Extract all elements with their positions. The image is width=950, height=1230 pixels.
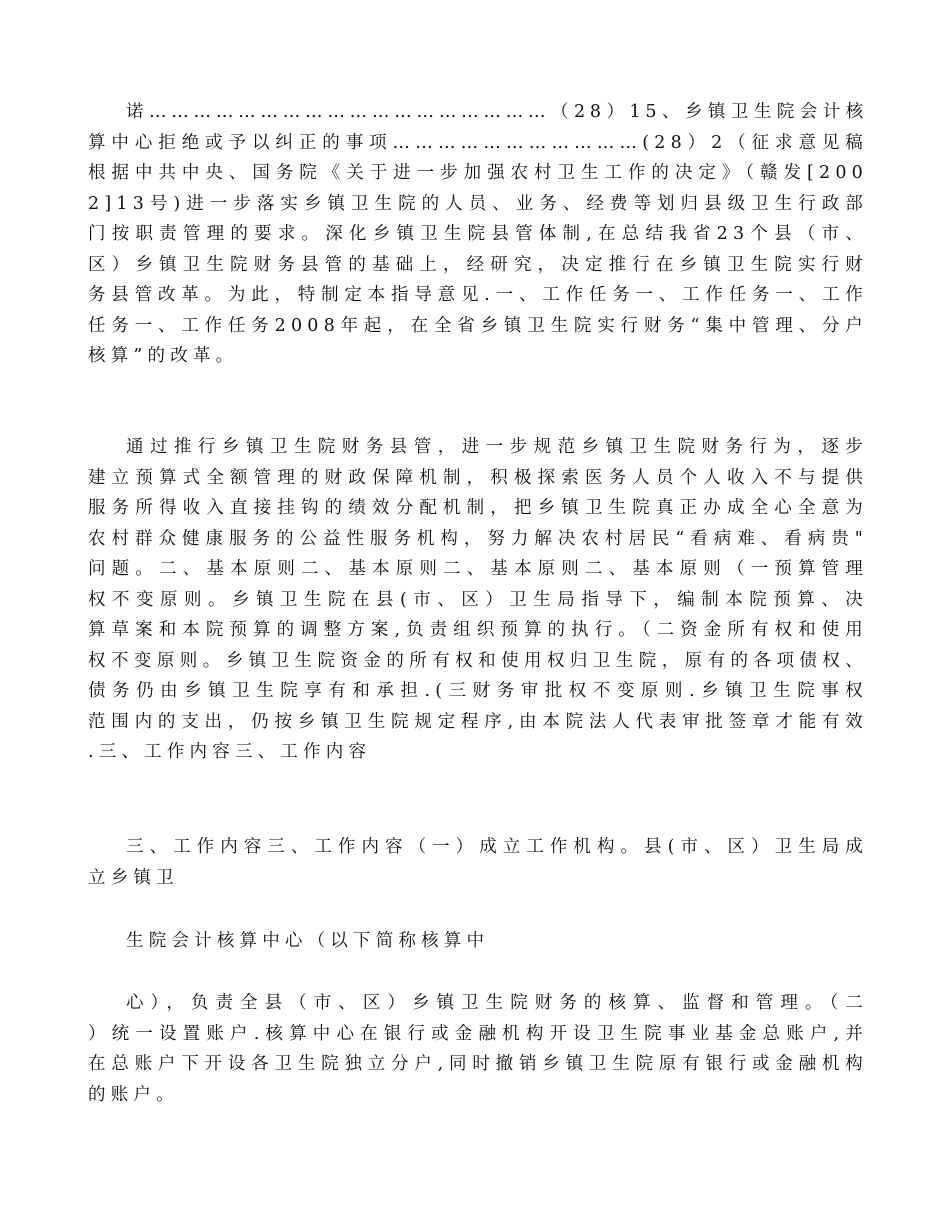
text-line: 算中心拒绝或予以纠正的事项……………………………(28）2（征求意见稿 [88,132,868,153]
text-line: 权不变原则。乡镇卫生院资金的所有权和使用权归卫生院，原有的各项债权、 [88,650,868,671]
text-line: 权不变原则。乡镇卫生院在县(市、区）卫生局指导下，编制本院预算、决 [88,589,868,610]
text-line: 区）乡镇卫生院财务县管的基础上，经研究，决定推行在乡镇卫生院实行财 [88,254,868,275]
text-line: 范围内的支出，仍按乡镇卫生院规定程序,由本院法人代表审批签章才能有效 [88,711,868,732]
text-line: 务县管改革。为此，特制定本指导意见.一、工作任务一、工作任务一、工作 [88,285,868,305]
text-line: 的账户。 [88,1084,179,1105]
text-line: .三、工作内容三、工作内容 [88,742,372,762]
paragraph-2 [88,432,868,768]
text-line: 核算”的改革。 [88,346,239,366]
text-line: 算草案和本院预算的调整方案,负责组织预算的执行。（二资金所有权和使用 [88,620,868,640]
text-line: 生院会计核算中心（以下简称核算中 [126,931,490,951]
text-line: 在总账户下开设各卫生院独立分户,同时撤销乡镇卫生院原有银行或金融机构 [88,1054,868,1074]
paragraph-3 [88,832,868,893]
paragraph-5 [88,988,868,1110]
text-line: 三、工作内容三、工作内容（一）成立工作机构。县(市、区）卫生局成 [126,837,868,857]
text-line: 债务仍由乡镇卫生院享有和承担.(三财务审批权不变原则.乡镇卫生院事权 [88,681,868,701]
text-line: 立乡镇卫 [88,867,179,888]
text-line: 根据中共中央、国务院《关于进一步加强农村卫生工作的决定》（赣发[200 [88,163,868,183]
paragraph-1 [88,97,868,372]
text-line: 2]13号)进一步落实乡镇卫生院的人员、业务、经费等划归县级卫生行政部 [88,193,868,214]
text-line: 诺………………………………………………（28）15、乡镇卫生院会计核 [126,102,868,122]
text-line: 心），负责全县（市、区）乡镇卫生院财务的核算、监督和管理。（二 [126,993,868,1013]
text-line: 问题。二、基本原则二、基本原则二、基本原则二、基本原则（一预算管理 [88,559,868,579]
text-line: 建立预算式全额管理的财政保障机制，积极探索医务人员个人收入不与提供 [88,467,868,488]
text-line: 农村群众健康服务的公益性服务机构，努力解决农村居民“看病难、看病贵" [88,528,868,549]
text-line: 任务一、工作任务2008年起，在全省乡镇卫生院实行财务“集中管理、分户 [88,315,868,336]
text-line: ）统一设置账户.核算中心在银行或金融机构开设卫生院事业基金总账户,并 [88,1023,868,1044]
text-line: 门按职责管理的要求。深化乡镇卫生院县管体制,在总结我省23个县（市、 [88,224,868,244]
text-line: 服务所得收入直接挂钩的绩效分配机制，把乡镇卫生院真正办成全心全意为 [88,498,868,518]
paragraph-4 [88,926,868,957]
text-line: 通过推行乡镇卫生院财务县管，进一步规范乡镇卫生院财务行为，逐步 [126,437,868,457]
